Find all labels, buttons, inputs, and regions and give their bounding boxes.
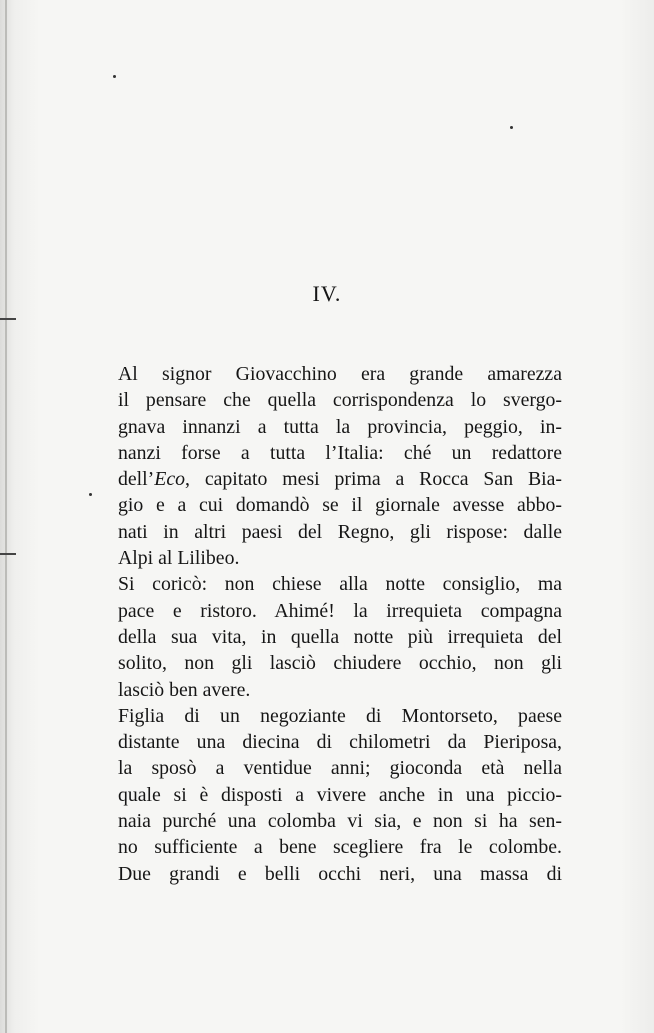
- text-line: Due grandi e belli occhi neri, una massa di: [118, 862, 562, 885]
- text-line: solito, non gli lasciò chiudere occhio, non gli: [118, 652, 562, 675]
- italic-title: Eco: [154, 468, 186, 491]
- text-line: naia purché una colomba vi sia, e non si ha sen-: [118, 810, 562, 833]
- body-text: [118, 361, 562, 887]
- text-line: quale si è disposti a vivere anche in una piccio-: [118, 783, 562, 806]
- page-left-edge: [5, 0, 7, 1033]
- text-line: il pensare che quella corrispondenza lo svergo-: [118, 389, 562, 412]
- text-fragment: dell’: [118, 468, 155, 491]
- text-line: pace e ristoro. Ahimé! la irrequieta compagna: [118, 599, 562, 622]
- text-line: lasciò ben avere.: [118, 678, 251, 701]
- text-line: [118, 466, 562, 492]
- text-line: nanzi forse a tutta l’Italia: ché un redattore: [118, 441, 562, 464]
- text-line: Alpi al Lilibeo.: [118, 547, 240, 570]
- print-speck: [510, 126, 513, 129]
- text-fragment: , capitato mesi prima a Rocca San Bia-: [185, 468, 562, 491]
- text-line: gnava innanzi a tutta la provincia, peggio, in-: [118, 415, 562, 438]
- text-line: Si coricò: non chiese alla notte consiglio, ma: [118, 573, 562, 596]
- text-line: della sua vita, in quella notte più irrequieta del: [118, 625, 562, 648]
- margin-mark: [0, 318, 16, 320]
- chapter-heading: IV.: [312, 281, 342, 306]
- print-speck: [89, 493, 92, 496]
- text-line: Al signor Giovacchino era grande amarezza: [118, 363, 562, 385]
- print-speck: [113, 75, 116, 78]
- text-line: la sposò a ventidue anni; gioconda età nella: [118, 757, 562, 780]
- margin-mark: [0, 553, 16, 555]
- text-line: distante una diecina di chilometri da Pieriposa,: [118, 731, 562, 754]
- text-line: nati in altri paesi del Regno, gli rispose: dalle: [118, 520, 562, 543]
- text-line: no sufficiente a bene scegliere fra le colombe.: [118, 836, 562, 859]
- text-line: gio e a cui domandò se il giornale avesse abbo-: [118, 494, 562, 517]
- text-line: Figlia di un negoziante di Montorseto, paese: [118, 704, 562, 727]
